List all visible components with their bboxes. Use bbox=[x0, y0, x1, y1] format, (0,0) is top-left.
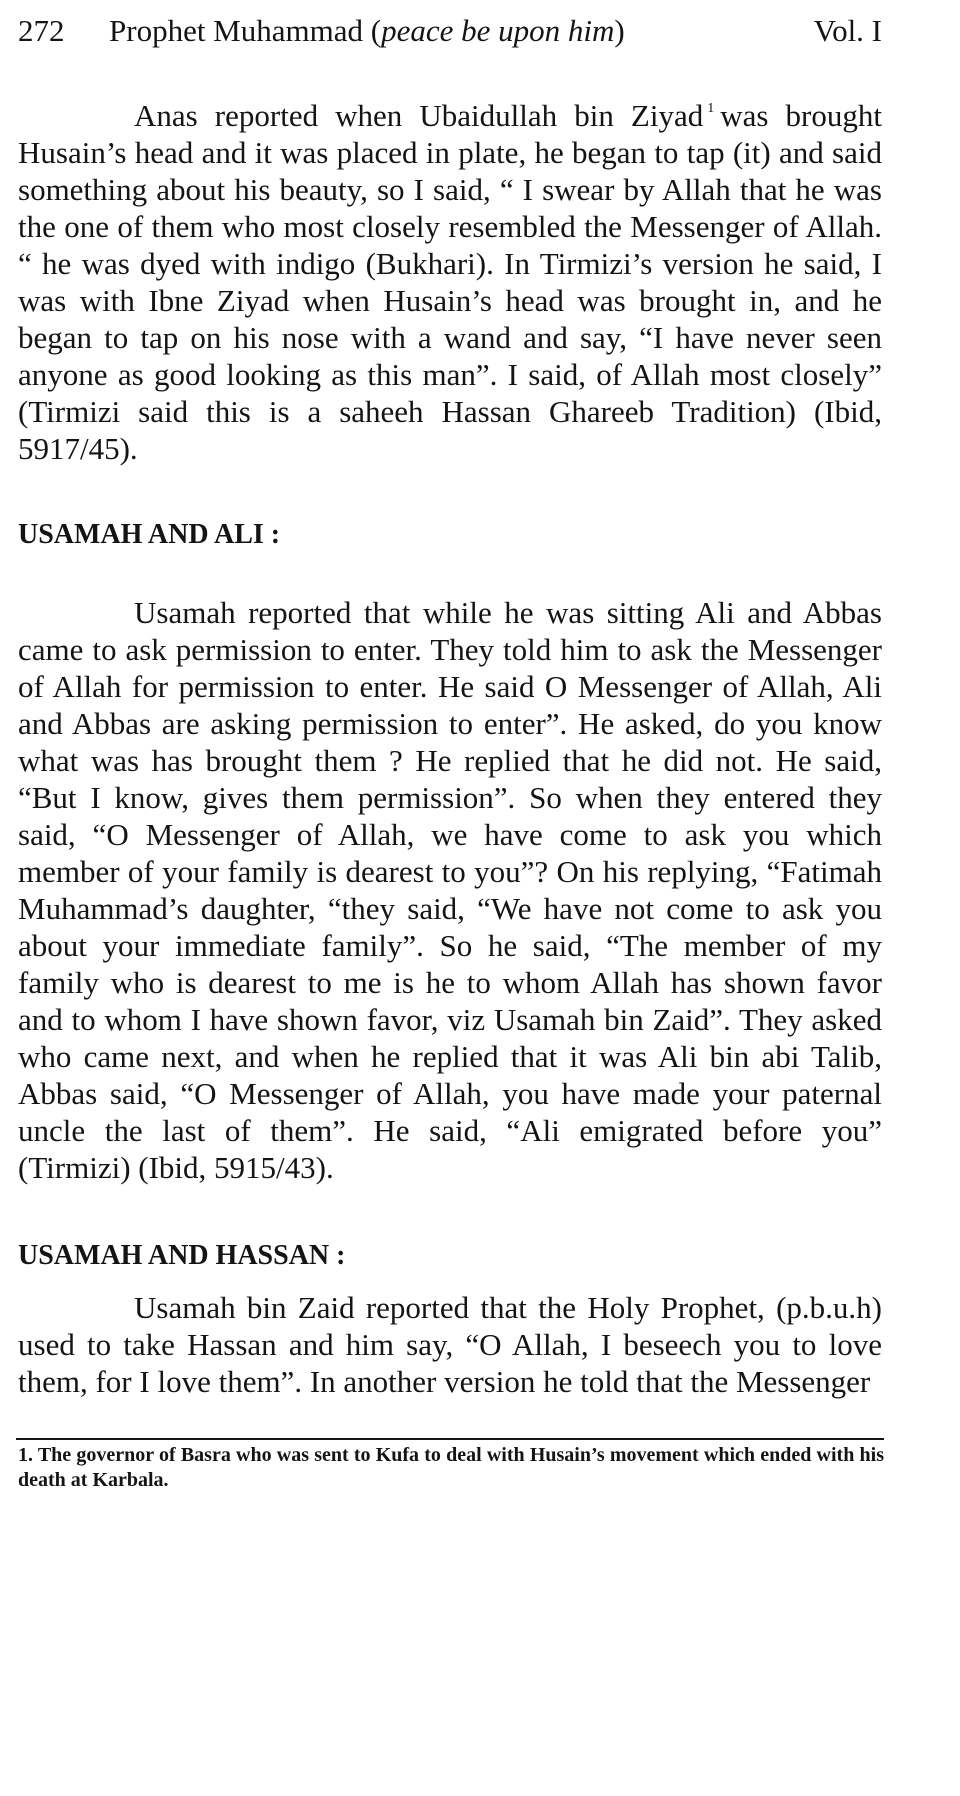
paragraph-anas-text-after: was brought Husain’s head and it was placed in plate, he began to tap (it) and said something about his beauty, so I said, “ I swear by Allah that he was the one of them who most closely resembled the Messenger of Allah. “ he was dyed with indigo (Bukhari). In Tirmizi’s version he said, I was with Ibne Ziyad when Husain’s head was brought in, and he began to tap on his nose with a wand and say, “I have never seen anyone as good looking as this man”. I said, of Allah most closely” (Tirmizi said this is a saheeh Hassan Ghareeb Tradition) (Ibid, 5917/45). bbox=[18, 98, 882, 466]
section-heading-usamah-and-ali: USAMAH AND ALI : bbox=[18, 519, 281, 550]
paragraph-anas bbox=[18, 90, 882, 467]
paragraph-usamah-hassan-text: Usamah bin Zaid reported that the Holy Prophet, (p.b.u.h) used to take Hassan and him say, “O Allah, I beseech you to love them, for I love them”. In another version he told that the Messenger bbox=[18, 1290, 882, 1399]
footnote-reference[interactable]: 1 bbox=[707, 101, 715, 116]
footnote: 1. The governor of Basra who was sent to Kufa to deal with Husain’s movement which ended with his death at Karbala. bbox=[18, 1444, 884, 1491]
paragraph-usamah-ali bbox=[18, 594, 882, 1186]
volume-label: Vol. I bbox=[813, 13, 882, 48]
running-title-italic: peace be upon him bbox=[381, 13, 615, 48]
running-title-prefix: Prophet Muhammad ( bbox=[109, 13, 382, 48]
running-title-suffix: ) bbox=[614, 13, 625, 48]
running-title bbox=[109, 14, 625, 48]
page-number: 272 bbox=[18, 13, 65, 48]
section-heading-usamah-and-hassan: USAMAH AND HASSAN : bbox=[18, 1240, 346, 1271]
paragraph-usamah-ali-text: Usamah reported that while he was sitting Ali and Abbas came to ask permission to enter. They told him to ask the Messenger of Allah for permission to enter. He said O Messenger of Allah, Ali and Abbas are asking permission to enter”. He asked, do you know what was has brought them ? He replied that he did not. He said, “But I know, gives them permission”. So when they entered they said, “O Messenger of Allah, we have come to ask you which member of your family is dearest to you”? On his replying, “Fatimah Muhammad’s daughter, “they said, “We have not come to ask you about your immediate family”. So he said, “The member of my family who is dearest to me is he to whom Allah has shown favor and to whom I have shown favor, viz Usamah bin Zaid”. They asked who came next, and when he replied that it was Ali bin abi Talib, Abbas said, “O Messenger of Allah, you have made your paternal uncle the last of them”. He said, “Ali emigrated before you” (Tirmizi) (Ibid, 5915/43). bbox=[18, 595, 882, 1185]
paragraph-anas-text-before: Anas reported when Ubaidullah bin Ziyad bbox=[134, 98, 704, 133]
page-header bbox=[18, 14, 882, 48]
paragraph-usamah-hassan bbox=[18, 1289, 882, 1400]
footnote-divider bbox=[16, 1438, 884, 1440]
